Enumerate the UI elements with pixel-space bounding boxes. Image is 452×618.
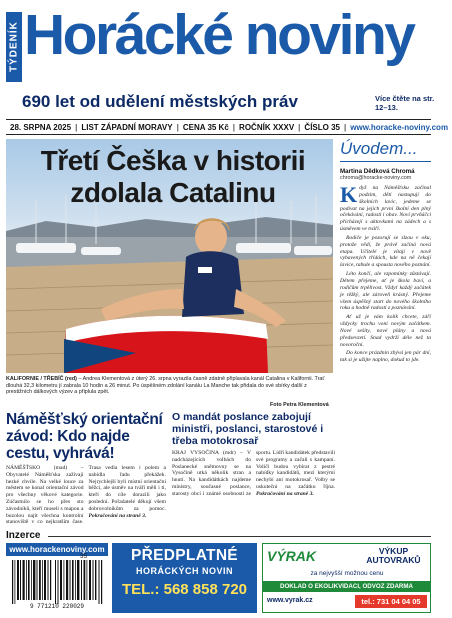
cover-headline[interactable]: [18, 145, 328, 209]
caption-text: – Andrea Klementová z úterý 26. srpna vyrazila časně zdatně připlavala kanál Catalina v Kalifornii. Trať dlouhá 32,3 kilometru jí zabrala 10 hodin a 26 minut. Po úspěšném zdolání kanálu La Manche tak přidala do své sbírky další z prestižních dálkových výzev a připlula zpět.: [6, 376, 325, 396]
vyrak-ad[interactable]: [262, 543, 431, 613]
editorial-paragraph: Ať už je vám kolik chcete, září vždycky trochu voní novým začátkem. Nové sešity, nové plány a nová předsevzetí. Snad vydrží déle než ta novoroční.: [340, 314, 431, 348]
issue-date: 28. SRPNA 2025: [10, 122, 72, 132]
article-orienteering-title[interactable]: Náměšťský orientační závod: Kdo najde cestu, vyhrává!: [6, 411, 163, 462]
article-orienteering-text: NÁMĚŠŤSKO (mad) – Obyvatelé Náměšťska zažívají hezké chvíle. Na velké louce za městem se konal orientační závod pro všechny věkové kategorie. Zúčastnilo se ho přes sto závodníků, kteří museli s mapou a buzolou najít všechna kontrolní stanoviště v co nejkratším čase. Trasa vedla lesem i polem a nabídla řadu překážek. Nejrychlejší byli místní orientační běžci, ale úsměv na tváři měli i ti, kteří do cíle dorazili jako poslední. Pořadatelé děkují všem dobrovolníkům za pomoc. Pokračování na straně 3.: [6, 465, 166, 526]
cover-headline-line-2: zdolala Catalinu: [70, 177, 276, 208]
cover-photo-caption: [6, 376, 333, 396]
cover-photo[interactable]: [6, 139, 333, 373]
vyrak-logo: VÝRAK: [267, 548, 317, 564]
jacket-badge: [198, 267, 212, 273]
caption-place: KALIFORNIE / TŘEBÍČ (red): [6, 376, 77, 382]
barcode-number: 9 771210 220029: [29, 603, 84, 610]
editorial-body: [340, 182, 431, 364]
swimmer-head: [195, 219, 227, 255]
photo-credit: Foto Petra Klementová: [270, 402, 329, 408]
issue-info-bar: 28. SRPNA 2025 | LIST ZÁPADNÍ MORAVY | CENA 35 Kč | ROČNÍK XXXV | ČÍSLO 35 | www.horacke-noviny.com: [6, 119, 431, 135]
issue-number: ČÍSLO 35: [304, 122, 340, 132]
editorial-email-link[interactable]: chroma@horacke-noviny.com: [340, 175, 412, 181]
editorial-paragraph: Rodiče je pozorují se slzou v oku, protože vědí, že právě začíná nová etapa. Učitelé je vítají v nově vybavených třídách, kde na ně čekají lavice, tabule a spousta nového poznání.: [340, 234, 431, 269]
article-orienteering-continued[interactable]: Pokračování na straně 3.: [88, 512, 147, 519]
article-elections: [172, 411, 335, 527]
issue-volume: ROČNÍK XXXV: [239, 122, 295, 132]
ads-section-label: Inzerce: [6, 530, 41, 541]
editorial-paragraph: Když na Náměšťsku začínal podzim, děti nastupují do školních lavic, jedeme se podívat na jejich první školní den plný očekávání, radosti i obav. Noví prvňáčci přicházejí s aktovkami na zádech a s úsměvem ve tváři.: [340, 182, 431, 233]
vyrak-ad-band: DOKLAD O EKOLIKVIDACI, ODVOZ ZDARMA: [263, 581, 430, 592]
editorial-author: Martina Dědková Chromá: [340, 168, 415, 175]
banner-page-reference: Více čtěte na str. 12–13.: [375, 94, 435, 112]
article-elections-continued[interactable]: Pokračování na straně 3.: [256, 490, 314, 497]
issue-website-link[interactable]: www.horacke-noviny.com: [350, 122, 449, 132]
issue-price: CENA 35 Kč: [182, 122, 229, 132]
vyrak-ad-subtitle: za nejvyšší možnou cenu: [310, 570, 384, 577]
subscription-ad-title: PŘEDPLATNÉ: [131, 547, 238, 564]
ads-divider: [48, 536, 431, 537]
masthead: [6, 3, 431, 88]
vyrak-website-link[interactable]: www.vyrak.cz: [267, 597, 313, 604]
hills-shape: [6, 217, 333, 239]
article-elections-text: KRAJ VYSOČINA (mdr) – V nadcházejících volbách do Poslanecké sněmovny se na Vysočině utká několik stran a hnutí. Na kandidátkách najdeme ministry, současné poslance, starosty obcí i známé osobnosti ze sportu. Lídři kandidátek představili své programy a začali s kampaní. Voliči budou vybírat z pestré nabídky kandidátů, mezi kterými nechybí ani motokrosař. Volby se uskuteční na začátku října. Pokračování na straně 3.: [172, 450, 335, 497]
barcode-image: [10, 560, 105, 604]
subscription-ad-subtitle: HORÁCKÝCH NOVIN: [135, 566, 233, 576]
issue-region: LIST ZÁPADNÍ MORAVY: [81, 122, 173, 132]
barcode-issue-digits: 35: [80, 553, 88, 560]
editorial-paragraph: Léto končí, ale vzpomínky zůstávají. Dětem přejeme, ať je škola baví, a rodičům trpělivost. Vždyť každý začátek je těžký, ale zároveň krásný. Přejeme všem úspěšný start do nového školního roku a hodně radosti z poznávání.: [340, 271, 431, 312]
top-banner-headline[interactable]: 690 let od udělení městských práv: [22, 92, 298, 111]
website-box-link[interactable]: www.horackenoviny.com: [6, 543, 108, 556]
vyrak-phone: tel.: 731 04 04 05: [355, 595, 427, 608]
editorial-column: [340, 139, 431, 527]
vyrak-ad-title: VÝKUP AUTOVRAKŮ: [366, 546, 421, 565]
article-elections-title[interactable]: O mandát poslance zabojují ministři, poslanci, starostové i třeba motokrosař: [172, 411, 324, 447]
newspaper-title: Horácké noviny: [24, 3, 414, 67]
editorial-paragraph: Do konce prázdnin zbývá jen pár dní, tak si je užijte naplno, dokud to jde.: [340, 350, 431, 364]
barcode-bars: [12, 560, 102, 604]
editorial-title: Úvodem...: [340, 139, 431, 162]
drop-cap: K: [340, 182, 358, 207]
weekly-label: TÝDENÍK: [6, 12, 22, 82]
cover-headline-line-1: Třetí Češka v historii: [40, 145, 306, 176]
subscription-ad[interactable]: [112, 543, 257, 613]
subscription-ad-phone: TEL.: 568 858 720: [121, 581, 248, 598]
article-orienteering: [6, 411, 166, 527]
